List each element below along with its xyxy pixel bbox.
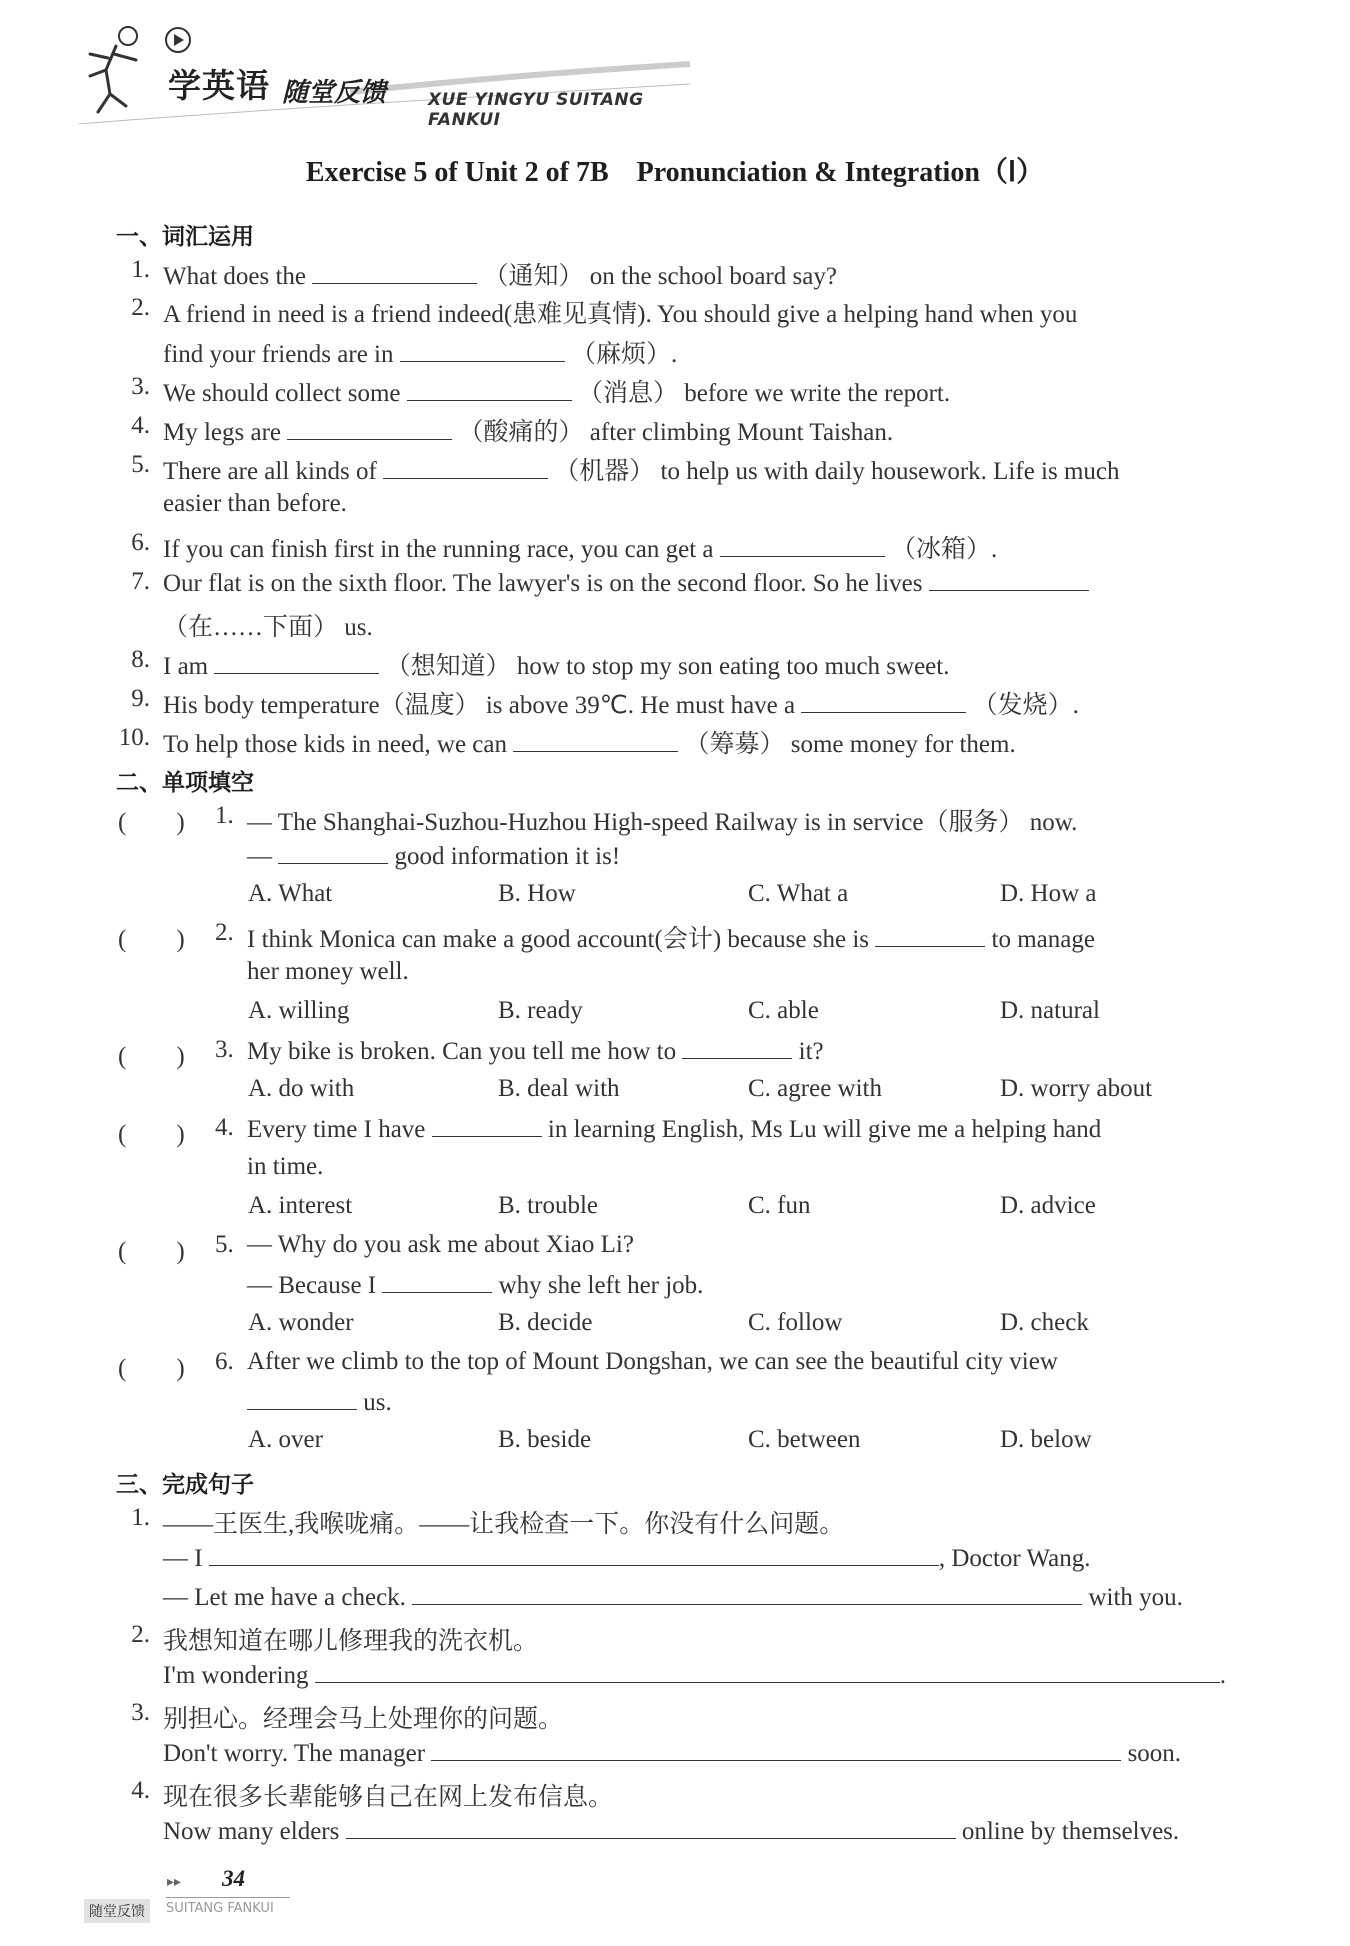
option-b[interactable]: B. decide — [498, 1309, 593, 1336]
question-text: My bike is broken. Can you tell me how to — [247, 1038, 683, 1065]
question-number: 6. — [215, 1348, 234, 1375]
item-number: 1. — [131, 1504, 150, 1531]
item-number: 4. — [131, 1777, 150, 1804]
chinese-prompt: 别担心。经理会马上处理你的问题。 — [163, 1706, 564, 1733]
option-c[interactable]: C. between — [748, 1426, 861, 1453]
item-number: 5. — [131, 451, 150, 478]
page-number: 34 — [222, 1866, 245, 1891]
section-heading-vocabulary: 一、词汇运用 — [116, 224, 254, 250]
item-text: , Doctor Wang. — [938, 1545, 1091, 1572]
footer-pinyin: SUITANG FANKUI — [166, 1901, 274, 1916]
option-c[interactable]: C. agree with — [748, 1075, 882, 1102]
item-text: There are all kinds of — [163, 458, 384, 485]
item-number: 9. — [131, 685, 150, 712]
header-banner — [50, 14, 690, 130]
item-number: 3. — [131, 373, 150, 400]
answer-blank[interactable] — [720, 534, 885, 557]
item-text: online by themselves. — [955, 1818, 1180, 1845]
footer-label: 随堂反馈 — [84, 1899, 150, 1923]
answer-blank[interactable] — [287, 417, 452, 440]
answer-blank[interactable] — [929, 568, 1089, 591]
option-d[interactable]: D. advice — [1000, 1192, 1096, 1219]
question-text: her money well. — [247, 958, 409, 985]
item-text: — Let me have a check. — [163, 1584, 413, 1611]
section-heading-multiple-choice: 二、单项填空 — [116, 770, 254, 796]
answer-blank[interactable] — [278, 841, 388, 864]
question-text: why she left her job. — [492, 1272, 704, 1299]
item-text: （发烧）. — [966, 692, 1079, 719]
answer-blank[interactable] — [875, 924, 985, 947]
option-c[interactable]: C. follow — [748, 1309, 843, 1336]
option-a[interactable]: A. do with — [248, 1075, 355, 1102]
section-heading-complete-sentences: 三、完成句子 — [116, 1472, 254, 1498]
answer-blank[interactable] — [383, 456, 548, 479]
item-number: 2. — [131, 294, 150, 321]
brand-subtitle: 随堂反馈 — [282, 78, 387, 108]
question-text: After we climb to the top of Mount Dongshan, we can see the beautiful city view — [247, 1348, 1058, 1375]
item-text: （冰箱）. — [884, 536, 998, 563]
question-text: — — [247, 843, 279, 870]
answer-paren[interactable]: ( ) — [118, 1238, 185, 1265]
item-text: I'm wondering — [163, 1662, 315, 1689]
option-d[interactable]: D. worry about — [1000, 1075, 1153, 1102]
question-number: 4. — [215, 1114, 234, 1141]
item-text: （酸痛的） after climbing Mount Taishan. — [452, 419, 894, 446]
option-d[interactable]: D. check — [1000, 1309, 1089, 1336]
option-c[interactable]: C. What a — [748, 880, 849, 907]
brand-title: 学英语 — [168, 66, 270, 105]
page-title: Exercise 5 of Unit 2 of 7B Pronunciation & Integration（Ⅰ） — [305, 157, 1045, 188]
footer-divider — [166, 1897, 290, 1898]
item-text: （在……下面） us. — [163, 614, 373, 641]
answer-blank[interactable] — [513, 729, 678, 752]
item-text: （通知） on the school board say? — [477, 263, 837, 290]
item-number: 1. — [131, 256, 150, 283]
item-number: 2. — [131, 1621, 150, 1648]
question-text: it? — [792, 1038, 824, 1065]
item-text: （消息） before we write the report. — [571, 380, 951, 407]
option-d[interactable]: D. natural — [1000, 997, 1100, 1024]
answer-blank[interactable] — [382, 1270, 492, 1293]
item-text: find your friends are in — [163, 341, 400, 368]
item-text: I am — [163, 653, 215, 680]
option-c[interactable]: C. able — [748, 997, 819, 1024]
answer-blank[interactable] — [412, 1582, 1082, 1605]
answer-blank[interactable] — [801, 690, 966, 713]
item-number: 10. — [118, 724, 150, 751]
arrow-icon: ▸▸ — [167, 1874, 182, 1890]
answer-blank[interactable] — [214, 651, 379, 674]
option-a[interactable]: A. wonder — [248, 1309, 354, 1336]
question-text: I think Monica can make a good account(会计) because she is — [247, 926, 876, 953]
item-number: 6. — [131, 529, 150, 556]
option-b[interactable]: B. deal with — [498, 1075, 620, 1102]
item-text: If you can finish first in the running race, you can get a — [163, 536, 720, 563]
item-number: 8. — [131, 646, 150, 673]
chinese-prompt: 我想知道在哪儿修理我的洗衣机。 — [163, 1628, 539, 1655]
question-text: — Why do you ask me about Xiao Li? — [247, 1231, 634, 1258]
option-a[interactable]: A. What — [248, 880, 333, 907]
answer-blank[interactable] — [315, 1660, 1220, 1683]
item-text: . — [1219, 1662, 1226, 1689]
option-d[interactable]: D. How a — [1000, 880, 1097, 907]
answer-paren[interactable]: ( ) — [118, 1043, 185, 1070]
question-text: us. — [357, 1389, 392, 1416]
answer-paren[interactable]: ( ) — [118, 1121, 185, 1148]
chinese-prompt: 现在很多长辈能够自己在网上发布信息。 — [163, 1784, 614, 1811]
answer-blank[interactable] — [312, 261, 477, 284]
answer-blank[interactable] — [682, 1036, 792, 1059]
answer-paren[interactable]: ( ) — [118, 1355, 185, 1382]
question-text: in time. — [247, 1153, 324, 1180]
option-a[interactable]: A. over — [248, 1426, 323, 1453]
answer-paren[interactable]: ( ) — [118, 809, 185, 836]
answer-blank[interactable] — [209, 1543, 939, 1566]
answer-blank[interactable] — [400, 339, 565, 362]
option-b[interactable]: B. beside — [498, 1426, 592, 1453]
option-a[interactable]: A. willing — [248, 997, 350, 1024]
item-text: What does the — [163, 263, 313, 290]
option-b[interactable]: B. trouble — [498, 1192, 598, 1219]
question-text: — Because I — [247, 1272, 383, 1299]
item-text: with you. — [1082, 1584, 1183, 1611]
question-number: 2. — [215, 919, 234, 946]
question-number: 5. — [215, 1231, 234, 1258]
question-text: to manage — [985, 926, 1095, 953]
item-text: （筹募） some money for them. — [678, 731, 1016, 758]
chinese-prompt: ——王医生,我喉咙痛。——让我检查一下。你没有什么问题。 — [163, 1511, 845, 1538]
item-text: — I — [163, 1545, 209, 1572]
item-text: （麻烦）. — [564, 341, 678, 368]
question-text: in learning English, Ms Lu will give me a helping hand — [541, 1116, 1102, 1143]
item-text: To help those kids in need, we can — [163, 731, 514, 758]
item-text: Don't worry. The manager — [163, 1740, 432, 1767]
question-number: 3. — [215, 1036, 234, 1063]
option-c[interactable]: C. fun — [748, 1192, 811, 1219]
option-b[interactable]: B. How — [498, 880, 576, 907]
answer-blank[interactable] — [346, 1816, 956, 1839]
answer-blank[interactable] — [432, 1114, 542, 1137]
item-text: soon. — [1121, 1740, 1182, 1767]
option-d[interactable]: D. below — [1000, 1426, 1092, 1453]
item-number: 4. — [131, 412, 150, 439]
question-text: Every time I have — [247, 1116, 432, 1143]
item-text: Now many elders — [163, 1818, 346, 1845]
question-text: good information it is! — [388, 843, 621, 870]
item-text: Our flat is on the sixth floor. The lawyer's is on the second floor. So he lives — [163, 570, 929, 597]
item-text: We should collect some — [163, 380, 407, 407]
question-number: 1. — [215, 802, 234, 829]
option-a[interactable]: A. interest — [248, 1192, 353, 1219]
item-text: My legs are — [163, 419, 288, 446]
item-text: A friend in need is a friend indeed(患难见真情). You should give a helping hand when you — [163, 301, 1078, 328]
answer-blank[interactable] — [431, 1738, 1121, 1761]
item-number: 3. — [131, 1699, 150, 1726]
item-number: 7. — [131, 568, 150, 595]
item-text: His body temperature（温度） is above 39℃. He must have a — [163, 692, 802, 719]
answer-blank[interactable] — [407, 378, 572, 401]
question-text: — The Shanghai-Suzhou-Huzhou High-speed Railway is in service（服务） now. — [247, 809, 1078, 836]
brand-pinyin: XUE YINGYU SUITANG FANKUI — [428, 90, 644, 130]
answer-paren[interactable]: ( ) — [118, 926, 185, 953]
item-text: easier than before. — [163, 490, 347, 517]
option-b[interactable]: B. ready — [498, 997, 583, 1024]
item-text: （想知道） how to stop my son eating too much sweet. — [379, 653, 950, 680]
answer-blank[interactable] — [247, 1387, 357, 1410]
item-text: （机器） to help us with daily housework. Life is much — [548, 458, 1120, 485]
